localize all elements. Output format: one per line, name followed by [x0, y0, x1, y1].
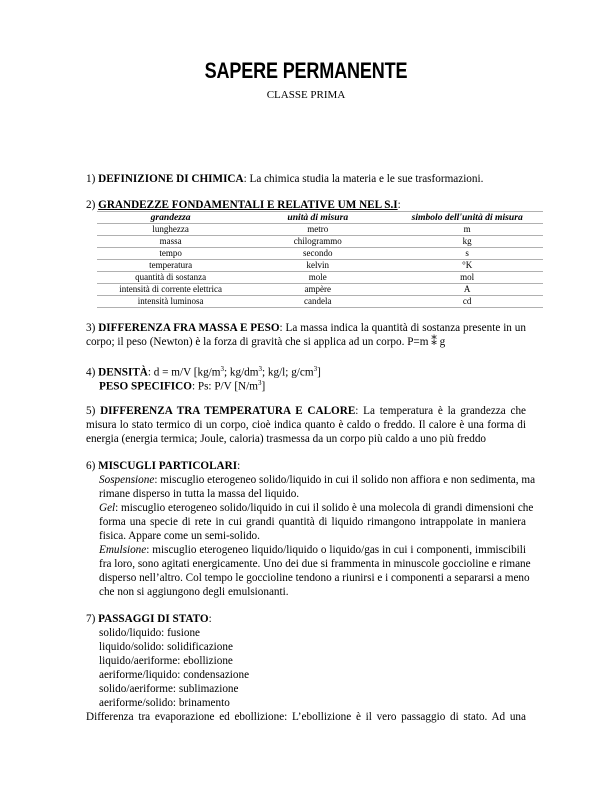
- emulsione-line-1: [99, 543, 526, 557]
- table-cell: secondo: [244, 248, 391, 260]
- section-number: 6): [86, 460, 99, 472]
- emulsione-line-2: fra loro, sono agitati energicamente. Uno dei due si frammenta in minuscole goccioline e rimane: [99, 558, 531, 570]
- definition: : miscuglio eterogeneo liquido/liquido o liquido/gas in cui i componenti, immiscibili: [146, 544, 526, 556]
- section-heading: GRANDEZZE FONDAMENTALI E RELATIVE UM NEL S.I: [98, 199, 398, 211]
- table-cell: cd: [391, 296, 543, 308]
- section-heading: DENSITÀ: [98, 366, 148, 379]
- table-cell: m: [391, 224, 543, 236]
- emulsione-line-3: disperso nell’altro. Col tempo le goccioline tendono a riunirsi e i componenti a separarsi a meno: [99, 572, 530, 584]
- table-cell: s: [391, 248, 543, 260]
- table-row: [97, 296, 543, 308]
- section-7: [86, 612, 526, 724]
- section-3-line-1: [86, 321, 526, 335]
- section-number: 5): [86, 405, 101, 417]
- table-header: simbolo dell'unità di misura: [391, 212, 543, 224]
- section-text: : Ps: P/V [N/m: [191, 380, 258, 393]
- section-5-line-1: [86, 404, 526, 418]
- table-cell: ampère: [244, 284, 391, 296]
- list-item: liquido/aeriforme: ebollizione: [99, 655, 233, 667]
- definition: : miscuglio eterogeneo solido/liquido in cui il solido non affiora e non sedimenta, ma: [154, 474, 536, 486]
- table-cell: intensità di corrente elettrica: [97, 284, 244, 296]
- list-item: solido/aeriforme: sublimazione: [99, 683, 239, 695]
- table-header: grandezza: [97, 212, 244, 224]
- table-cell: temperatura: [97, 260, 244, 272]
- section-5-line-3: energia (energia termica; Joule, caloria) trasmessa da un corpo più caldo a uno più freddo: [86, 433, 487, 445]
- table-cell: kelvin: [244, 260, 391, 272]
- section-heading: PASSAGGI DI STATO: [98, 613, 209, 625]
- table-cell: mol: [391, 272, 543, 284]
- table-header-row: [97, 212, 543, 224]
- table-cell: quantità di sostanza: [97, 272, 244, 284]
- superscript: 3: [313, 365, 318, 373]
- table-row: [97, 236, 543, 248]
- section-text: ]: [317, 366, 321, 379]
- section-number: 4): [86, 366, 99, 379]
- emulsione-line-4: che non si aggiungono degli emulsionanti.: [99, 586, 289, 598]
- section-5-line-2: misura lo stato termico di un corpo, cioè indica quanto è caldo o freddo. Il calore è una forma di: [86, 419, 526, 431]
- units-table: [97, 211, 543, 308]
- section-5: [86, 404, 526, 446]
- page-title: SAPERE PERMANENTE: [204, 58, 408, 83]
- section-2-line: [86, 198, 526, 212]
- section-heading: MISCUGLI PARTICOLARI: [98, 460, 238, 472]
- table-cell: lunghezza: [97, 224, 244, 236]
- section-text: : La chimica studia la materia e le sue trasformazioni.: [243, 173, 484, 185]
- gel-line-1: [99, 501, 534, 515]
- section-colon: :: [397, 199, 401, 211]
- table-cell: kg: [391, 236, 543, 248]
- superscript: 3: [257, 379, 262, 387]
- passaggi-list: [86, 626, 526, 710]
- section-4: [86, 362, 526, 393]
- page-subtitle: CLASSE PRIMA: [266, 89, 346, 101]
- section-text: : La massa indica la quantità di sostanza presente in un: [279, 322, 526, 334]
- table-row: [97, 224, 543, 236]
- table-cell: candela: [244, 296, 391, 308]
- superscript: 3: [258, 365, 262, 373]
- section-text: ; kg/dm: [223, 366, 259, 379]
- table-cell: massa: [97, 236, 244, 248]
- section-text: : La temperatura è la grandezza che: [355, 405, 527, 417]
- section-7-heading-line: [86, 612, 526, 626]
- table-cell: metro: [244, 224, 391, 236]
- table-cell: A: [391, 284, 543, 296]
- list-item: solido/liquido: fusione: [99, 627, 200, 639]
- table-cell: °K: [391, 260, 543, 272]
- sospensione-line-2: rimane disperso in tutta la massa del liquido.: [99, 488, 300, 500]
- superscript: 3: [220, 365, 224, 373]
- table-row: [97, 260, 543, 272]
- section-4-line-1: [86, 362, 526, 379]
- term: Emulsione: [99, 544, 147, 556]
- term: Sospensione: [99, 474, 155, 486]
- section-number: 2): [86, 199, 99, 211]
- table-row: [97, 284, 543, 296]
- section-text: ; kg/l; g/cm: [261, 366, 314, 379]
- section-6: [86, 459, 536, 599]
- section-heading: DIFFERENZA FRA MASSA E PESO: [98, 322, 280, 334]
- gel-line-3: fisica. Appare come un semi-solido.: [99, 530, 260, 542]
- table-body: [97, 224, 543, 308]
- section-heading: DEFINIZIONE DI CHIMICA: [98, 173, 244, 185]
- section-1: [86, 172, 526, 186]
- table-cell: chilogrammo: [244, 236, 391, 248]
- section-7-last-line: Differenza tra evaporazione ed ebollizione: L’ebollizione è il vero passaggio di stato. Ad una: [86, 711, 526, 723]
- section-3-line-2: corpo; il peso (Newton) è la forza di gravità che si applica ad un corpo. P=m ⁑ g: [86, 336, 446, 348]
- section-6-heading-line: [86, 459, 526, 473]
- section-3: [86, 321, 526, 349]
- definition: : miscuglio eterogeneo solido/liquido in cui il solido è una molecola di grandi dimensioni che: [115, 502, 534, 514]
- section-heading: DIFFERENZA TRA TEMPERATURA E CALORE: [100, 405, 356, 417]
- section-text: : d = m/V [kg/m: [147, 366, 221, 379]
- table-cell: intensità luminosa: [97, 296, 244, 308]
- list-item: aeriforme/liquido: condensazione: [99, 669, 250, 681]
- section-text: ]: [261, 380, 266, 393]
- table-row: [97, 248, 543, 260]
- section-number: 1): [86, 173, 99, 185]
- list-item: aeriforme/solido: brinamento: [99, 697, 230, 709]
- term: Gel: [99, 502, 116, 514]
- table-row: [97, 272, 543, 284]
- table-cell: tempo: [97, 248, 244, 260]
- section-heading: PESO SPECIFICO: [99, 380, 192, 393]
- miscugli-list: [86, 473, 536, 599]
- section-number: 7): [86, 613, 99, 625]
- sospensione-line-1: [99, 473, 536, 487]
- section-colon: :: [237, 460, 241, 472]
- list-item: liquido/solido: solidificazione: [99, 641, 233, 653]
- section-number: 3): [86, 322, 99, 334]
- table-header: unità di misura: [244, 212, 391, 224]
- section-colon: :: [208, 613, 212, 625]
- table-cell: mole: [244, 272, 391, 284]
- section-1-line: [86, 172, 526, 186]
- gel-line-2: forma una specie di rete in cui grandi quantità di liquido rimangono intrappolate in maniera: [99, 516, 526, 528]
- section-2: [86, 198, 526, 212]
